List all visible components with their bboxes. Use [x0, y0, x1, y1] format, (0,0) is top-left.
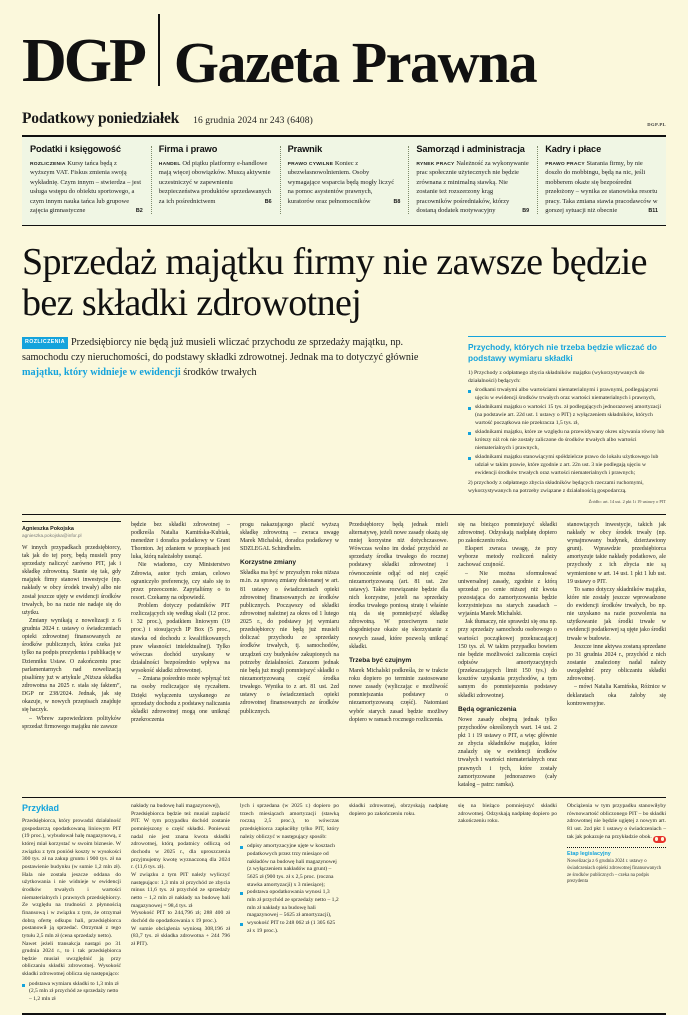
paragraph: Nowe zasady obejmą jednak tylko przychodów określonych wart. 14 ust. 2 pkt 1 i 19 ustawy o PIT, a więc głównie ze zbycia składników majątku, które znalazły się w ewidencji środków trwałych i wartości niematerialnych oraz prawnych i tych, które zostały zamortyzowane jednorazowo (cały katalog – patrz: ramka).	[458, 716, 557, 788]
paragraph: progu nakazującego płacić wyższą składkę zdrowotną – zwraca uwagę Marek Michalski, doradca podatkowy w SDZLEGAL Schindhelm.	[240, 521, 339, 553]
paragraph: – Zmiana pośrednio może wpłynąć też na osoby rozliczające się ryczałtem. Dzięki wyłączeniu uzyskanego ze sprzedaży dochodu z podstawy naliczania składki zdrowotnej mogą one uniknąć przekroczenia	[131, 676, 230, 724]
teaser-page[interactable]: B2	[135, 208, 143, 215]
teaser-label: RYNEK PRACY	[416, 161, 455, 167]
body-column-5	[458, 521, 557, 789]
example-column-1	[22, 803, 121, 1006]
list-item: podstawa wymiaru składki to 1,3 mln zł (2,5 mln zł przychód ze sprzedaży netto – 1,2 mln zł	[22, 981, 121, 1004]
teaser-text: Kursy tańca będą z wyższym VAT. Fiskus zmienia swoją wykładnię. Czym innym – stwierdza – jest usługa wstępu do obiektu sportowego, a czym innym nauka tańca lub grupowe zajęcia gimnastyczne	[30, 159, 142, 215]
section-kicker: Podatkowy poniedziałek	[22, 110, 180, 127]
teaser-title: Prawnik	[287, 143, 323, 154]
teaser-body	[545, 159, 658, 216]
example-column-3	[240, 803, 339, 1006]
body-column-6	[567, 521, 666, 789]
subheading-beda-ograniczenia: Będą ograniczenia	[458, 705, 517, 713]
paragraph: – Nie można sformułować uniwersalnej zasady, zgodnie z którą sprzedaż po cenie niższej niż kwota pozostająca do zamortyzowania będzie korzystniejsza na starych zasadach – wyjaśnia Marek Michalski.	[458, 570, 557, 618]
example-bullet-list	[240, 843, 339, 935]
teaser-page[interactable]: B6	[264, 198, 272, 205]
byline-rule	[22, 521, 121, 522]
sidebox-bullet-list	[468, 387, 666, 477]
teaser-label: PRAWO CYWILNE	[287, 161, 334, 167]
paragraph: Przedsiębiorcy będą jednak mieli alternatywę, jeżeli nowe zasady okażą się mniej korzystne niż dotychczasowe. Wówczas wolno im dodać przychód ze sprzedaży środka trwałego do rocznej podstawy składki zdrowotnej i równocześnie odjąć od niej część niezamortyzowaną (art. 81 ust. 2ze ustawy). Takie rozwiązanie będzie dla nich korzystne, jeżeli na sprzedaży środka trwałego poniosą stratę i właśnie nią da się pomniejszyć składkę zdrowotną. W przeciwnym razie dogodniejsze okaże się skorzystanie z nowych zasad, które pozwolą uniknąć składki.	[349, 521, 448, 650]
sidebox-intro: 1) Przychody z odpłatnego zbycia składników majątku (wykorzystywanych do działalności) będących:	[468, 369, 645, 384]
teaser-text: Należność za wykonywanie prac społecznie użytecznych nie będzie zrównana z minimalną stawką. Nie zostanie też rozszerzony krąg pracowników pośredniaków, którzy dostaną dodatek motywacyjny	[416, 159, 529, 215]
paragraph: Składka ma być w przyszłym roku niższa m.in. za sprawą zmiany dokonanej w art. 81 ustawy o świadczeniach opieki zdrowotnej finansowanych ze środków publicznych. Począwszy od składki zdrowotnej należnej za okres od 1 lutego 2025 r., do podstawy jej wymiaru przedsiębiorcy nie będą już musieli doliczać przychodu ze sprzedaży środków trwałych, tj. samochodów, urządzeń czy budynków zakupionych na potrzeby działalności. Zarazem jednak nie będą już mogli pomniejszyć składki o niezamortyzowaną część środka trwałego. Wynika to z art. 81 ust. 2zd ustawy o świadczeniach opieki zdrowotnej finansowanych ze środków publicznych.	[240, 570, 339, 715]
paragraph: Nawet jeżeli transakcja nastąpi po 31 grudnia 2024 r., to i tak przedsiębiorca będzie musiał uwzględnić ją przy obliczaniu składki zdrowotnej. Wysokość składki zdrowotnej oblicza się następująco:	[22, 940, 121, 978]
paragraph: lych i sprzedana (w 2025 r.) dopiero po trzech miesiącach amortyzacji (stawką roczną 2,5 proc.), to wówczas przedsiębiorca zapłaciłby tylko PIT, który należy obliczyć w następujący sposób:	[240, 803, 339, 840]
paragraph: – Wbrew zapowiedziom polityków sprzedaż firmowego majątku nie zawsze	[22, 715, 121, 730]
paragraph: Problem dotyczy podatników PIT rozliczających się według skali (12 proc. i 32 proc.), podatkiem liniowym (19 proc.) i stosujących IP Box (5 proc., stawka od dochodu z kwalifikowanych praw własności intelektualnej). Tylko wówczas dochód uzyskany w działalności bezpośrednio wpływa na wysokość składki zdrowotnej.	[131, 603, 230, 675]
teaser-title: Kadry i płace	[545, 143, 602, 154]
subheading-korzystne-zmiany: Korzystne zmiany	[240, 559, 297, 567]
list-item: składnikami majątku stanowiącymi spółdzielcze prawo do lokalu użytkowego lub udział w takim prawie, które zgodnie z art. 22n ust. 3 nie podlegają ujęciu w ewidencji środków trwałych oraz wartości niematerialnych i prawnych;	[468, 454, 666, 478]
etap-text: Nowelizacja z 6 grudnia 2024 r. ustawy o świadczeniach opieki zdrowotnej finansowanych ze środków publicznych – czeka na podpis prezydenta	[567, 859, 662, 885]
teaser-body	[416, 159, 529, 216]
teaser-title: Firma i prawo	[158, 143, 218, 154]
example-column-2	[131, 803, 230, 1006]
paragraph: – mówi Natalia Kamińska, Różnice w deklaratach oka żałoby się kontrowersyjne.	[567, 684, 666, 707]
sidebox-source: Źródło: art. 14 ust. 2 pkt 1i 19 ustawy o PIT	[588, 498, 666, 504]
teaser-strip	[22, 137, 666, 226]
subheading-trzeba-byc-czujnym: Trzeba być czujnym	[349, 656, 412, 664]
body-top-rule	[22, 514, 666, 515]
paragraph: Przedsiębiorca, który prowadzi działalność gospodarczą opodatkowaną liniowym PIT (19 proc.), wybudował halę magazynową, z której miał korzystać w swoim biznesie. W związku z tym poniósł koszty w wysokości 300 tys. zł na zakup gruntu i 900 tys. zł na postawienie budynku (w sumie 1,2 mln zł). Hala nie została jeszcze oddana do użytkowania i nie widnieje w ewidencji środków trwałych i wartości niematerialnych i prawnych przedsiębiorcy. Ze względu na trudności z płynnością finansową i w związku z tym, że otrzymał dobrą ofertę odkupu hali, przedsiębiorca postanowił ją sprzedać. Otrzymał z tego tytułu 2,5 mln zł (cena sprzedaży netto).	[22, 818, 121, 939]
author-email[interactable]: agnieszka.pokojska@infor.pl	[22, 532, 82, 538]
teaser-title: Podatki i księgowość	[30, 143, 121, 154]
paragraph: Przedsiębiorca będzie też musiał zapłacić PIT. W tym przypadku dochód zostanie pomniejszony o część składki. Ponieważ nadal nie jest znana kwota składki zdrowotnej, którą podatnicy odliczą od dochodu w 2025 r., dla uproszczenia przyjmujemy kwotę wyznaczoną dla 2024 r. (11,6 tys. zł).	[131, 810, 230, 871]
masthead-subrow	[22, 110, 666, 128]
list-item: składnikami majątku o wartości 15 tys. zł podlegających jednorazowej amortyzacji (na podstawie art. 22d ust. 1 ustawy o PIT) z wyłączeniem składników, których wartość początkowa nie przekracza 1,5 tys. zł,	[468, 404, 666, 428]
example-title: Przykład	[22, 803, 60, 814]
example-column-5	[458, 803, 557, 1006]
list-item: podstawa opodatkowania wynosi 1,3 mln zł przychód ze sprzedaży netto – 1,2 mln zł nakłady na budowę hali magazynowej – 5625 zł amortyzacji),	[240, 889, 339, 920]
paragraph: To samo dotyczy składników majątku, które nie zostały jeszcze wprowadzone do ewidencji środków trwałych, bo np. nie uzyskano na razie pozwolenia na użytkowanie jak środki trwałe w ewidencji podatkowej są ujęte jako środki trwałe w budowie.	[567, 586, 666, 642]
paragraph: składki zdrowotnej, obrzyskają nadpłatę dopiero po zakończeniu roku.	[349, 803, 448, 817]
example-block	[22, 797, 666, 1015]
body-column-1	[22, 521, 121, 789]
sidebox-title: Przychody, których nie trzeba będzie wliczać do podstawy wymiaru składki	[468, 342, 657, 364]
page-bottom-rule	[22, 1013, 666, 1015]
teaser-title: Samorząd i administracja	[416, 143, 525, 154]
example-bullet-list	[22, 981, 121, 1004]
list-item: składnikami majątku, które ze względu na przewidywany okres używania równy lub krótszy niż rok nie zostały zaliczone do środków trwałych albo wartości niematerialnych i prawnych,	[468, 429, 666, 453]
teaser-prawnik[interactable]	[280, 144, 409, 216]
paragraph: Marek Michalski podkreśla, że w trakcie roku dopiero po terminie zastosowane nowe zasady (wyliczając e możliwość pomniejszania podstawy o niezamortyzowaną część). Natomiast wybór starych zasad będzie możliwy dopiero w ramach rocznego rozliczenia.	[349, 667, 448, 723]
end-of-article-icon	[653, 836, 666, 843]
masthead	[22, 0, 666, 95]
article-body-columns	[22, 521, 666, 789]
sidebox-outro: 2) przychody z odpłatnego zbycia składników będących rzeczami ruchomymi, wykorzystywanych na potrzeby związane z działalnością gospodarczą.	[468, 479, 644, 494]
sidebox-przychody	[468, 336, 666, 503]
list-item: wysokość PIT to 248 062 zł (1 305 625 zł x 19 proc.).	[240, 920, 339, 935]
teaser-page[interactable]: B9	[522, 208, 530, 215]
issue-info: 16 grudnia 2024 nr 243 (6408)	[193, 116, 313, 126]
teaser-podatki-i-ksiegowosc[interactable]	[22, 144, 151, 216]
example-column-4	[349, 803, 448, 1006]
author-name: Agnieszka Pokojska	[22, 525, 74, 532]
example-tail-text: Obciążenia w tym przypadku stanowiłyby równowartość obliczonego PIT – bo składki zdrowotnej nie będzie ugiętej z nowym art. 81 ust. 2zd pkt 1 ustawy o świadczeniach – tak jak pokazuje na przykładzie obok.	[567, 803, 666, 840]
example-top-rule	[22, 797, 666, 798]
lede-badge: ROZLICZENIA	[22, 337, 68, 349]
article-headline[interactable]: Sprzedaż majątku firmy nie zawsze będzie bez składki zdrowotnej	[22, 240, 647, 324]
lede-text-part2: środków trwałych	[180, 366, 257, 378]
list-item: środkami trwałymi albo wartościami niematerialnymi i prawnymi, podlegającymi ujęciu w ewidencji środków trwałych oraz wartości niematerialnych i prawnych,	[468, 387, 666, 403]
teaser-kadry-i-place[interactable]	[537, 144, 666, 216]
paragraph: się na bieżąco pomniejszyć składki zdrowotnej. Odzyskają nadpłatę dopiero po zakończeniu roku.	[458, 521, 557, 544]
paragraph: Jeszcze inne aktywa zostaną sprzedane po 31 grudnia 2024 r., przychód z nich zostanie znaleziony nadal należy uwzględnić przy obliczaniu składki zdrowotnej.	[567, 643, 666, 683]
teaser-body	[288, 159, 401, 206]
article-lede	[22, 336, 452, 503]
teaser-firma-i-prawo[interactable]	[151, 144, 280, 216]
teaser-body	[30, 159, 143, 216]
teaser-text: Starania firmy, by nie doszło do mobbingu, będą na nic, jeśli mobberem okaże się bezpośredni przełożony – wynika ze stanowiska resortu pracy. Taka zmiana stawia pracodawców w gorszej sytuacji niż obecnie	[545, 159, 658, 215]
paragraph: W związku z tym PIT należy wyliczyć następująco: 1,3 mln zł przychód ze zbycia minus 11,6 tys. zł przychód ze sprzedaży netto – 1,2 mln zł nakłady na budowę hali magazynowej = 98,4 tys. zł	[131, 871, 230, 909]
paragraph: Ekspert zwraca uwagę, że przy wyborze metody rozliczeń należy zachować czujność.	[458, 546, 557, 569]
body-column-4	[349, 521, 448, 789]
teaser-samorzad-i-administracja[interactable]	[408, 144, 537, 216]
lede-accent-text: majątku, który widnieje w ewidencji	[22, 366, 181, 378]
teaser-page[interactable]: B11	[648, 208, 658, 215]
lede-text-part1: Przedsiębiorcy nie będą już musieli wliczać przychodu ze sprzedaży majątku, np. samochodu czy nieruchomości, do podstawy składki zdrowotnej. Jednak ma to dotyczyć głównie	[22, 337, 419, 363]
teaser-label: ROZLICZENIA	[30, 161, 66, 167]
body-column-3	[240, 521, 339, 789]
teaser-text: Koniec z ubezwłasnowolnieniem. Osoby wymagające wsparcia będą mogły liczyć na pomoc asystentów prawnych, kuratorów oraz pełnomocników	[287, 159, 395, 205]
etap-legislacyjny-box	[567, 847, 666, 885]
gazeta-prawna-logo[interactable]: Gazeta Prawna	[173, 29, 537, 95]
body-column-2	[131, 521, 230, 789]
paragraph: będzie bez składki zdrowotnej – podkreśla Natalia Kamińska-Kubiak, menedżer i doradca podatkowy w Grant Thornton. Jej zdaniem w przepisach jest luka, którą należałoby usunąć.	[131, 521, 230, 561]
example-columns	[22, 803, 666, 1006]
teaser-body	[159, 159, 272, 206]
etap-title: Etap legislacyjny	[567, 851, 611, 858]
teaser-label: HANDEL	[158, 161, 181, 167]
teaser-page[interactable]: B8	[393, 198, 401, 205]
list-item: odpisy amortyzacyjne ujęte w kosztach podatkowych przez trzy miesiące od nakładów na budowę hali magazynowej (z wyłączeniem nakładów na grunt) – 5625 zł (900 tys. zł x 2,5 proc. (roczna stawka amortyzacji) x 3 miesiące);	[240, 843, 339, 889]
paragraph	[567, 803, 666, 841]
paragraph: W sumie obciążenia wyniosą 308,196 zł (83,7 tys. zł składka zdrowotna + 244 796 zł PIT).	[131, 925, 230, 947]
paragraph: nakłady na budowę hali magazynowej),	[131, 803, 221, 810]
paragraph: Jak tłumaczy, nie sprawdzi się ona np. przy sprzedaży samochodu osobowego o wartości początkowej przekraczającej 150 tys. zł. W takim przypadku bowiem nie będzie możliwości zaliczenia części odpisów amortyzacyjnych (przekraczających limit 150 tys.) do kosztów uzyskania przychodów, a tym samym do pomniejszenia podstawy składki zdrowotnej.	[458, 619, 557, 699]
paragraph: stanowiących inwestycje, takich jak nakłady w obcy środek trwały (np. wynajmowany budynek, dzierżawiony grunt). Wprawdzie przedsiębiorca amortyzuje takie nakłady podatkowo, ale przychody z ich zbycia nie są wymienione w art. 14 ust. 1 pkt 1 lub ust. 19 ustawy o PIT.	[567, 521, 666, 585]
paragraph: Zmiany wynikają z nowelizacji z 6 grudnia 2024 r. ustawy o świadczeniach opieki zdrowotnej finansowanych ze środków publicznych, która czeka już tylko na podpis prezydenta i publikację w Dzienniku Ustaw. O zakończeniu prac parlamentarnych nad nowelizacją pisaliśmy już w artykule „Niższa składka zdrowotna na 2025 r. stała się faktem”, DGP nr 238/2024. Jednak, jak się okazuje, w nowych przepisach znajduje się haczyk.	[22, 617, 121, 714]
paragraph: Wysokość PIT to 244,796 zł; 288 400 zł dochód do opodatkowania x 19 proc.).	[131, 910, 230, 924]
example-column-6	[567, 803, 666, 1006]
dgp-logo[interactable]: DGP	[22, 26, 144, 95]
teaser-label: PRAWO PRACY	[545, 161, 585, 167]
lede-row	[22, 336, 666, 503]
paragraph: W innych przypadkach przedsiębiorcy, tak jak do tej pory, będą musieli przy sprzedaży naliczyć zarówno PIT, jak i składkę zdrowotną. Stanie się tak, gdy majątek firmy stanowi inwestycje (np. nakłady w obcy środek trwały) albo nie został jeszcze ujęty w ewidencji środków trwałych, bo na razie nie nadaje się do użytku.	[22, 544, 121, 616]
paragraph: Nie wiadomo, czy Ministerstwo Zdrowia, autor tych zmian, celowo ograniczyło preferencję, czy stało się to przez przeoczenie. Zapytaliśmy o to resort. Czekamy na odpowiedź.	[131, 562, 230, 601]
paragraph: się na bieżąco pomniejszyć składki zdrowotnej. Odzyskają nadpłatę dopiero po zakończeniu roku.	[458, 803, 557, 825]
dgp-mini-logo-icon: DGP.PL	[647, 122, 666, 127]
teaser-text: Od piątku platformy e-handlowe mają więcej obowiązków. Muszą aktywnie uczestniczyć w zapewnieniu bezpieczeństwa produktów sprzedawanych za ich pośrednictwem	[158, 159, 272, 205]
masthead-divider	[158, 14, 160, 86]
